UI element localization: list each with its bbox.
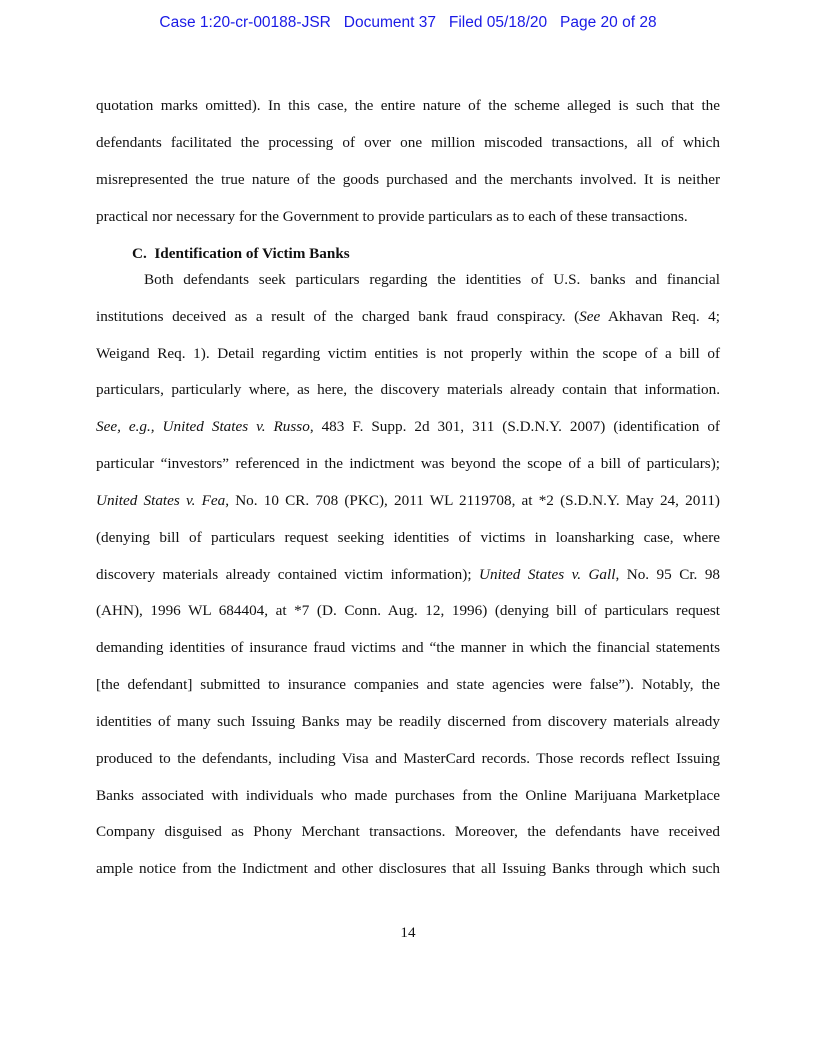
case-header: Case 1:20-cr-00188-JSR Document 37 Filed 05/18/20 Page 20 of 28 bbox=[159, 14, 657, 31]
body-line: identities of many such Issuing Banks may be readily discerned from discovery materials already bbox=[96, 713, 720, 730]
body-line: misrepresented the true nature of the goods purchased and the merchants involved. It is neither bbox=[96, 171, 720, 188]
case-citation: United States v. Gall bbox=[479, 566, 616, 583]
body-line: (AHN), 1996 WL 684404, at *7 (D. Conn. Aug. 12, 1996) (denying bill of particulars request bbox=[96, 602, 720, 619]
body-line: produced to the defendants, including Visa and MasterCard records. Those records reflect Issuing bbox=[96, 750, 720, 767]
body-line: particular “investors” referenced in the indictment was beyond the scope of a bill of particulars); bbox=[96, 455, 720, 472]
body-line: (denying bill of particulars request seeking identities of victims in loansharking case, where bbox=[96, 529, 720, 546]
signal-see: See bbox=[579, 308, 601, 325]
case-citation: United States v. Fea bbox=[96, 492, 226, 509]
body-line: ample notice from the Indictment and other disclosures that all Issuing Banks through which such bbox=[96, 860, 720, 877]
body-line bbox=[96, 417, 720, 437]
text-run: discovery materials already contained victim information); bbox=[96, 566, 480, 583]
body-line bbox=[96, 565, 720, 585]
section-heading bbox=[132, 244, 350, 264]
body-line: defendants facilitated the processing of over one million miscoded transactions, all of which bbox=[96, 134, 720, 151]
case-citation: See, e.g., United States v. Russo bbox=[96, 418, 310, 435]
text-run: , No. 95 Cr. 98 bbox=[615, 566, 721, 583]
body-line bbox=[96, 491, 720, 511]
body-line: Company disguised as Phony Merchant transactions. Moreover, the defendants have received bbox=[96, 823, 720, 840]
body-line: particulars, particularly where, as here, the discovery materials already contain that information. bbox=[96, 381, 720, 398]
body-line: Banks associated with individuals who made purchases from the Online Marijuana Marketplace bbox=[96, 787, 720, 804]
page-number: 14 bbox=[400, 924, 416, 941]
body-line bbox=[96, 307, 720, 327]
body-line: quotation marks omitted). In this case, the entire nature of the scheme alleged is such that the bbox=[96, 97, 720, 114]
section-letter: C. bbox=[132, 245, 147, 262]
body-line: Both defendants seek particulars regarding the identities of U.S. banks and financial bbox=[144, 271, 720, 288]
text-run: institutions deceived as a result of the charged bank fraud conspiracy. ( bbox=[96, 308, 580, 325]
text-run: Akhavan Req. 4; bbox=[600, 308, 721, 325]
body-line: Weigand Req. 1). Detail regarding victim entities is not properly within the scope of a bill of bbox=[96, 345, 720, 362]
body-line: [the defendant] submitted to insurance companies and state agencies were false”). Notably, the bbox=[96, 676, 720, 693]
text-run: , No. 10 CR. 708 (PKC), 2011 WL 2119708, at *2 (S.D.N.Y. May 24, 2011) bbox=[225, 492, 720, 509]
body-line: practical nor necessary for the Government to provide particulars as to each of these transactions. bbox=[96, 208, 688, 225]
text-run: , 483 F. Supp. 2d 301, 311 (S.D.N.Y. 2007) (identification of bbox=[309, 418, 720, 435]
body-line: demanding identities of insurance fraud victims and “the manner in which the financial statements bbox=[96, 639, 720, 656]
section-title: Identification of Victim Banks bbox=[154, 245, 350, 262]
